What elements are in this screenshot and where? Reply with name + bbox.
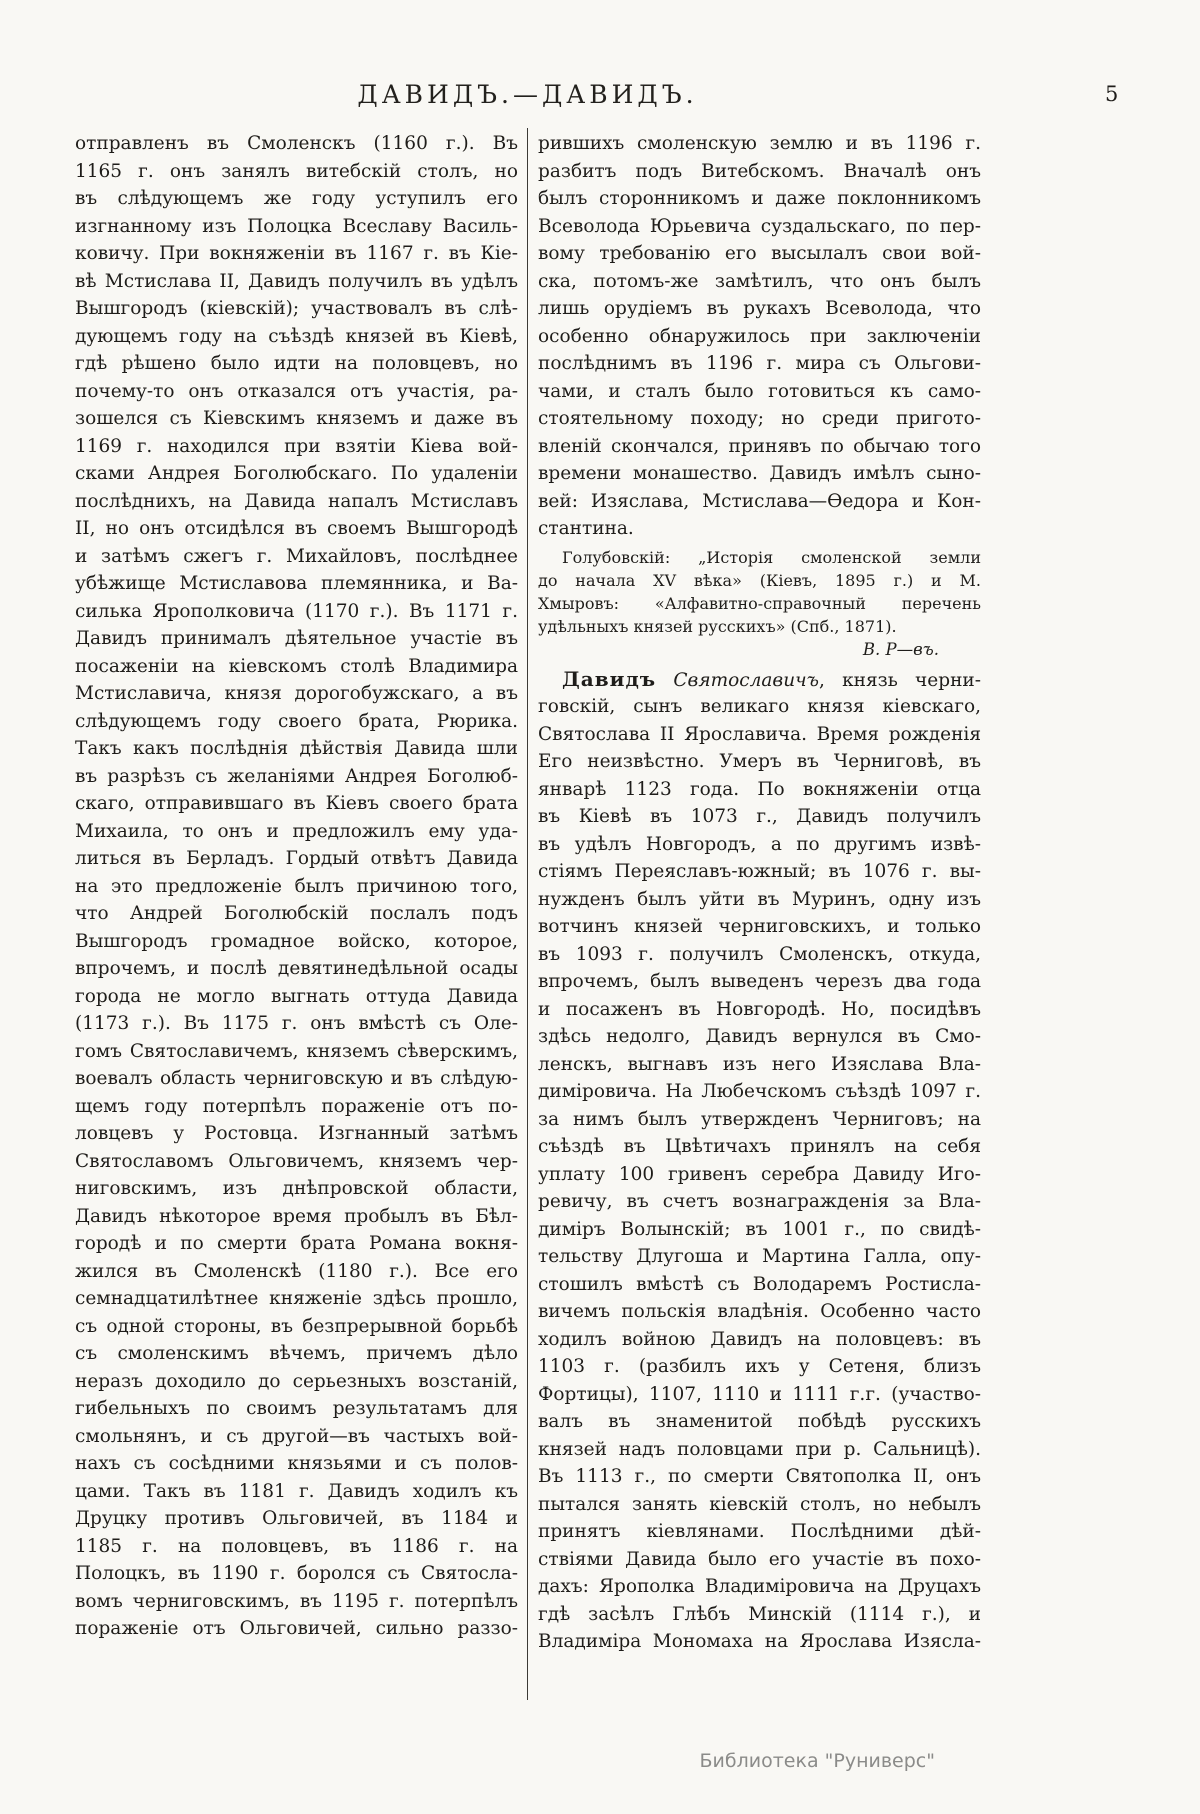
- text-line: въ 1093 г. получилъ Смоленскъ, откуда,: [538, 943, 981, 965]
- text-line: стіямъ Переяславъ-южный; въ 1076 г. вы-: [538, 861, 981, 882]
- text-line: города не могло выгнать оттуда Давида: [75, 985, 518, 1007]
- text-line: ниговскимъ, изъ днѣпровской области,: [75, 1178, 518, 1199]
- text-line: и затѣмъ сжегъ г. Михайловъ, послѣднее: [75, 545, 518, 567]
- text-line: гдѣ засѣлъ Глѣбъ Минскій (1114 г.), и: [538, 1603, 981, 1625]
- text-line: гомъ Святославичемъ, княземъ сѣверскимъ,: [75, 1040, 518, 1062]
- text-line: времени монашество. Давидъ имѣлъ сыно-: [538, 463, 981, 484]
- text-line: разбитъ подъ Витебскомъ. Вначалѣ онъ: [538, 160, 981, 182]
- entry-headword: Давидъ: [562, 666, 657, 691]
- text-line: съѣздѣ въ Цвѣтичахъ принялъ на себя: [538, 1136, 981, 1157]
- text-line: убѣжище Мстиславова племянника, и Ва-: [75, 573, 518, 594]
- text-line: Его неизвѣстно. Умеръ въ Черниговѣ, въ: [538, 751, 981, 772]
- text-line: вѣ Мстислава II, Давидъ получилъ въ удѣлъ: [75, 270, 518, 292]
- text-line: вомъ черниговскимъ, въ 1195 г. потерпѣлъ: [75, 1590, 518, 1612]
- text-line: послѣднимъ въ 1196 г. мира съ Ольгови-: [538, 353, 981, 374]
- text-line: Хмыровъ: «Алфавитно-справочный перечень: [538, 593, 981, 613]
- text-line: что Андрей Боголюбскій послалъ подъ: [75, 903, 518, 924]
- text-line: впрочемъ, былъ выведенъ черезъ два года: [538, 971, 981, 992]
- text-line: Всеволода Юрьевича суздальскаго, по пер-: [538, 215, 981, 237]
- text-line: въ слѣдующемъ же году уступилъ его: [75, 188, 518, 209]
- text-line: удѣльныхъ князей русскихъ» (Спб., 1871).: [538, 616, 897, 636]
- text-line: съ одной стороны, въ безпрерывной борьбѣ: [75, 1315, 518, 1337]
- running-title: ДАВИДЪ.—ДАВИДЪ.: [357, 80, 698, 109]
- text-line: пытался занять кіевскій столъ, но небылъ: [538, 1493, 981, 1515]
- text-line: 1103 г. (разбилъ ихъ у Сетеня, близъ: [538, 1356, 981, 1377]
- text-line: нахъ съ сосѣдними князьями и съ полов-: [75, 1453, 518, 1474]
- text-line: Михаила, то онъ и предложилъ ему уда-: [75, 820, 518, 842]
- text-line: нужденъ былъ уйти въ Муринъ, одну изъ: [538, 888, 981, 910]
- text-line: вому требованію его высылалъ свои вой-: [538, 243, 981, 264]
- text-line: Въ 1113 г., по смерти Святополка II, онъ: [538, 1466, 981, 1487]
- text-line: до начала XV вѣка» (Кіевъ, 1895 г.) и М.: [538, 570, 981, 590]
- text-line: съ смоленскимъ вѣчемъ, причемъ дѣло: [75, 1343, 518, 1364]
- text-line: цами. Такъ въ 1181 г. Давидъ ходилъ къ: [75, 1480, 518, 1502]
- text-line: воевалъ область черниговскую и въ слѣдую-: [75, 1068, 518, 1089]
- text-line: говскій, сынъ великаго князя кіевскаго,: [538, 696, 981, 717]
- text-line: въ разрѣзъ съ желаніями Андрея Боголюб-: [75, 765, 518, 787]
- entry-body-lines: [538, 693, 981, 1656]
- text-line: щемъ году потерпѣлъ пораженіе отъ по-: [75, 1095, 518, 1117]
- text-line: тельству Длугоша и Мартина Галла, опу-: [538, 1246, 981, 1267]
- text-line: семнадцатилѣтнее княженіе здѣсь прошло,: [75, 1288, 518, 1309]
- text-line: Фортицы), 1107, 1110 и 1111 г.г. (участво-: [538, 1383, 981, 1405]
- text-line: послѣднихъ, на Давида напалъ Мстиславъ: [75, 490, 518, 512]
- text-line: лишь орудіемъ въ рукахъ Всеволода, что: [538, 298, 981, 319]
- text-line: 1185 г. на половцевъ, въ 1186 г. на: [75, 1535, 518, 1557]
- left-column: [75, 130, 518, 1643]
- text-line: почему-то онъ отказался отъ участія, ра-: [75, 380, 518, 402]
- text-line: стошилъ вмѣстѣ съ Володаремъ Ростисла-: [538, 1273, 981, 1295]
- text-line: Вышгородъ громадное войско, которое,: [75, 930, 518, 952]
- text-line: ловцевъ у Ростовца. Изгнанный затѣмъ: [75, 1123, 518, 1144]
- text-line: рившихъ смоленскую землю и въ 1196 г.: [538, 133, 981, 154]
- text-line: зошелся съ Кіевскимъ княземъ и даже въ: [75, 408, 518, 429]
- text-line: и посаженъ въ Новгородѣ. Но, посидѣвъ: [538, 998, 981, 1020]
- text-line: дующемъ году на съѣздѣ князей въ Кіевѣ,: [75, 325, 518, 347]
- page-number: 5: [1105, 82, 1119, 106]
- text-line: валъ въ знаменитой побѣдѣ русскихъ: [538, 1411, 981, 1432]
- text-line: слѣдующемъ году своего брата, Рюрика.: [75, 710, 518, 732]
- entry-first-line-rest: , князь черни-: [818, 669, 981, 691]
- text-line: особенно обнаружилось при заключеніи: [538, 325, 981, 347]
- text-line: скаго, отправившаго въ Кіевъ своего брата: [75, 793, 518, 814]
- text-line: стантина.: [538, 518, 634, 539]
- text-line: принятъ кіевлянами. Послѣдними дѣй-: [538, 1521, 981, 1542]
- text-line: Друцку противъ Ольговичей, въ 1184 и: [75, 1508, 518, 1529]
- text-line: диміръ Волынскій; въ 1001 г., по свидѣ-: [538, 1218, 981, 1240]
- author-signature: В. Р—въ.: [862, 639, 939, 659]
- text-line: гибельныхъ по своимъ результатамъ для: [75, 1398, 518, 1419]
- text-line: князей надъ половцами при р. Сальницѣ).: [538, 1438, 981, 1460]
- text-line: отправленъ въ Смоленскъ (1160 г.). Въ: [75, 133, 518, 154]
- text-line: 1165 г. онъ занялъ витебскій столъ, но: [75, 160, 518, 182]
- text-line: ствіями Давида было его участіе въ похо-: [538, 1548, 981, 1570]
- text-line: Давидъ принималъ дѣятельное участіе въ: [75, 628, 518, 649]
- text-line: вотчинъ князей черниговскихъ, и только: [538, 916, 981, 937]
- text-line: на это предложеніе былъ причиною того,: [75, 875, 518, 897]
- entry-first-line: [538, 666, 981, 694]
- library-watermark: Библиотека "Руниверс": [699, 1750, 935, 1772]
- text-line: (1173 г.). Въ 1175 г. онъ вмѣстѣ съ Оле-: [75, 1013, 518, 1034]
- text-line: ска, потомъ-же замѣтилъ, что онъ былъ: [538, 270, 981, 292]
- text-line: Вышгородъ (кіевскій); участвовалъ въ слѣ-: [75, 298, 518, 319]
- text-line: диміровича. На Любечскомъ съѣздѣ 1097 г.: [538, 1081, 981, 1102]
- text-line: ходилъ войною Давидъ на половцевъ: въ: [538, 1328, 981, 1350]
- bibliography-block: [538, 546, 981, 638]
- text-line: литься въ Берладъ. Гордый отвѣтъ Давида: [75, 848, 518, 869]
- text-line: вей: Изяслава, Мстислава—Ѳедора и Кон-: [538, 490, 981, 512]
- text-line: Святослава II Ярославича. Время рожденія: [538, 723, 981, 745]
- text-line: неразъ доходило до серьезныхъ возстаній,: [75, 1370, 518, 1392]
- text-line: за нимъ былъ утвержденъ Черниговъ; на: [538, 1108, 981, 1130]
- text-line: сками Андрея Боголюбскаго. По удаленіи: [75, 463, 518, 484]
- text-line: здѣсь недолго, Давидъ вернулся въ Смо-: [538, 1026, 981, 1047]
- text-line: городѣ и по смерти брата Романа вокня-: [75, 1233, 518, 1254]
- text-line: пораженіе отъ Ольговичей, сильно раззо-: [75, 1618, 518, 1639]
- text-line: Давидъ нѣкоторое время пробылъ въ Бѣл-: [75, 1205, 518, 1227]
- text-line: ревичу, въ счетъ вознагражденія за Вла-: [538, 1191, 981, 1212]
- text-line: чами, и сталъ было готовиться къ само-: [538, 380, 981, 402]
- text-line: въ удѣлъ Новгородъ, а по другимъ извѣ-: [538, 833, 981, 855]
- text-line: уплату 100 гривенъ серебра Давиду Иго-: [538, 1163, 981, 1185]
- text-line: смольнянъ, и съ другой—въ частыхъ вой-: [75, 1425, 518, 1447]
- text-line: Святославомъ Ольговичемъ, княземъ чер-: [75, 1150, 518, 1172]
- text-line: въ Кіевѣ въ 1073 г., Давидъ получилъ: [538, 806, 981, 827]
- text-line: II, но онъ отсидѣлся въ своемъ Вышгородѣ: [75, 518, 518, 539]
- text-line: январѣ 1123 года. По вокняженіи отца: [538, 778, 981, 800]
- text-line: вленій скончался, принявъ по обычаю того: [538, 435, 981, 457]
- text-line: ковичу. При вокняженіи въ 1167 г. въ Кіе-: [75, 243, 518, 264]
- text-line: Владиміра Мономаха на Ярослава Изясла-: [538, 1631, 981, 1652]
- text-line: былъ сторонникомъ и даже поклонникомъ: [538, 188, 981, 209]
- right-column: [538, 130, 981, 1656]
- text-line: гдѣ рѣшено было идти на половцевъ, но: [75, 353, 518, 374]
- column-divider: [527, 128, 528, 1700]
- text-line: впрочемъ, и послѣ девятинедѣльной осады: [75, 958, 518, 979]
- text-line: Голубовскій: „Исторія смоленской земли: [562, 547, 981, 567]
- text-line: Полоцкъ, въ 1190 г. боролся съ Святосла-: [75, 1563, 518, 1584]
- text-line: посаженіи на кіевскомъ столѣ Владимира: [75, 655, 518, 677]
- text-line: Такъ какъ послѣднія дѣйствія Давида шли: [75, 738, 518, 759]
- text-line: Мстиславича, князя дорогобужскаго, а въ: [75, 683, 518, 704]
- entry-david-svyatoslavich: [538, 666, 981, 1656]
- entry-continuation-block: [538, 130, 981, 543]
- text-line: 1169 г. находился при взятіи Кіева вой-: [75, 435, 518, 457]
- text-line: жился въ Смоленскѣ (1180 г.). Все его: [75, 1260, 518, 1282]
- text-line: ленскъ, выгнавъ изъ него Изяслава Вла-: [538, 1053, 981, 1075]
- text-line: изгнанному изъ Полоцка Всеславу Василь-: [75, 215, 518, 237]
- entry-patronymic: Святославичъ: [673, 669, 819, 691]
- text-line: стоятельному походу; но среди пригото-: [538, 408, 981, 429]
- text-line: силька Ярополковича (1170 г.). Въ 1171 г.: [75, 600, 518, 622]
- text-line: дахъ: Ярополка Владиміровича на Друцахъ: [538, 1576, 981, 1597]
- text-line: вичемъ польскія владѣнія. Особенно часто: [538, 1301, 981, 1322]
